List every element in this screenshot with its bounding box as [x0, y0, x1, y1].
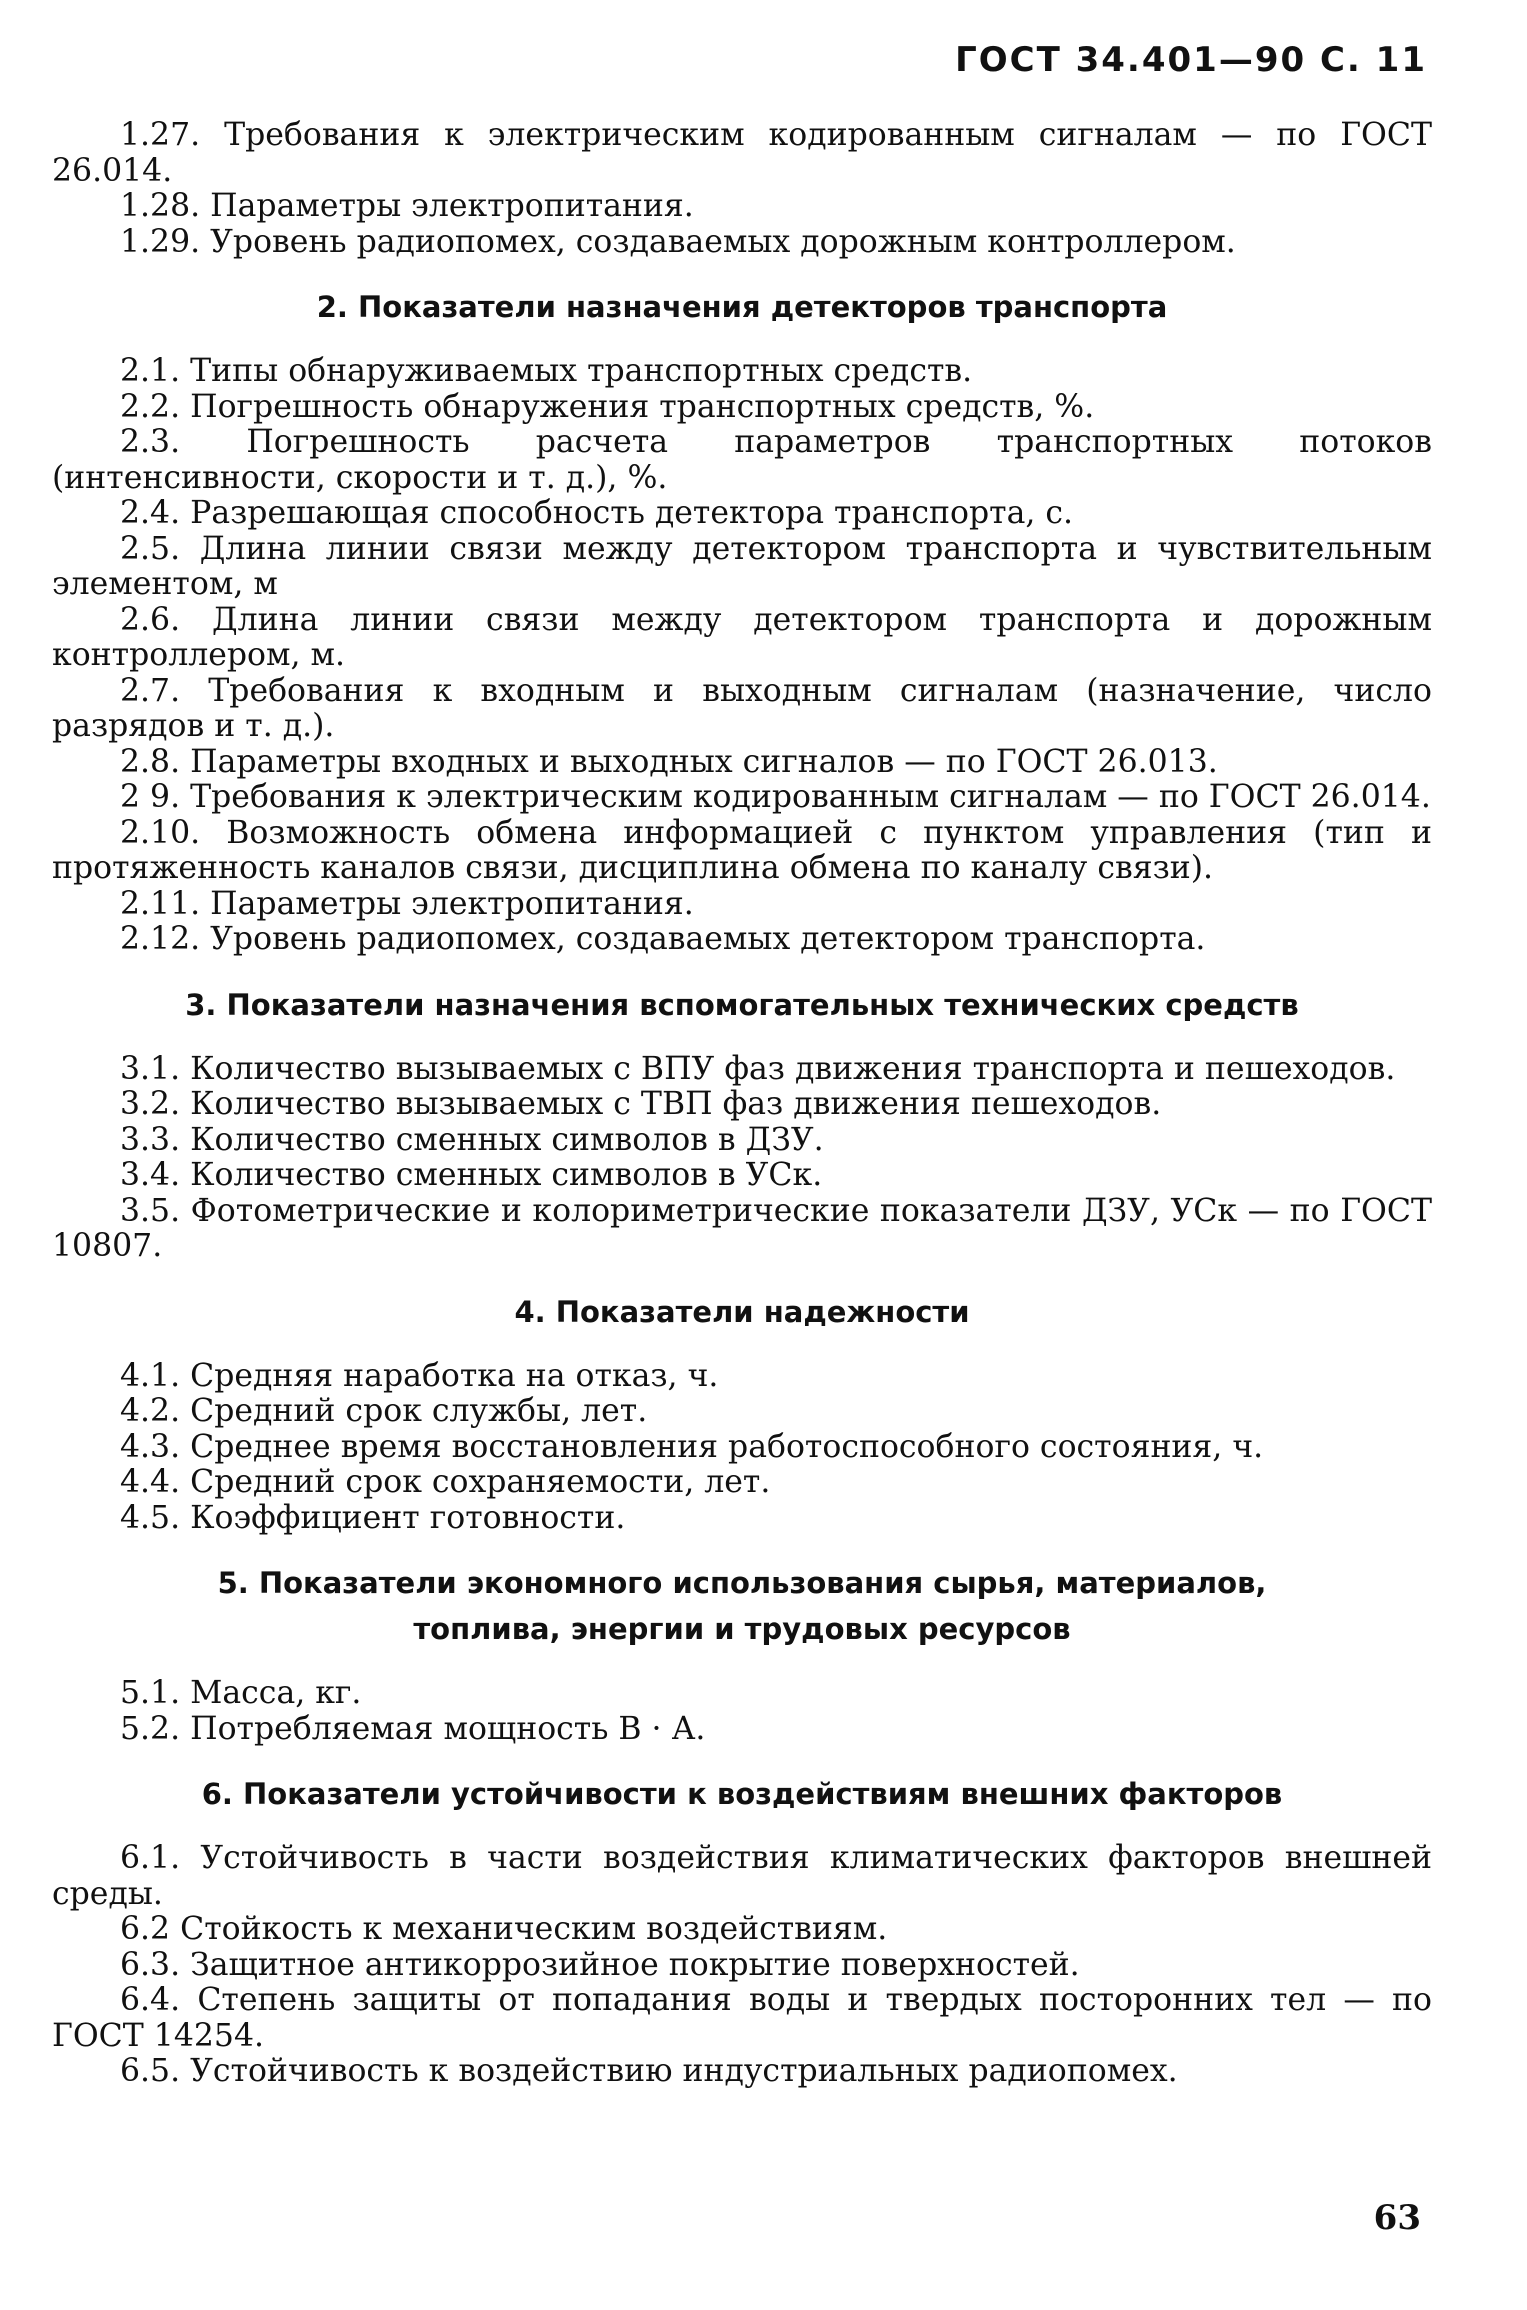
- list-item: 4.5. Коэффициент готовности.: [120, 1499, 626, 1536]
- section-heading: 3. Показатели назначения вспомогательных технических средств: [185, 987, 1299, 1022]
- list-item: 4.1. Средняя наработка на отказ, ч.: [120, 1357, 719, 1394]
- list-item: 2.12. Уровень радиопомех, создаваемых детектором транспорта.: [120, 921, 1206, 957]
- list-item: 3.3. Количество сменных символов в ДЗУ.: [120, 1121, 824, 1158]
- list-item: 2.3. Погрешность расчета параметров транспортных потоков (интенсивности, скорости и т. д.), %.: [52, 424, 1432, 496]
- list-item: 4.2. Средний срок службы, лет.: [120, 1393, 648, 1429]
- list-item: 6.1. Устойчивость в части воздействия климатических факторов внешней среды.: [52, 1840, 1432, 1912]
- list-item: 3.4. Количество сменных символов в УСк.: [120, 1157, 823, 1193]
- list-item: 6.2 Стойкость к механическим воздействиям.: [120, 1911, 888, 1947]
- section-heading: 2. Показатели назначения детекторов транспорта: [316, 290, 1168, 324]
- list-item: 5.1. Масса, кг.: [120, 1675, 362, 1711]
- section-2: [52, 284, 1432, 958]
- list-item: 2.1. Типы обнаруживаемых транспортных средств.: [120, 353, 973, 389]
- section-heading: 4. Показатели надежности: [514, 1294, 970, 1329]
- section-3: [52, 982, 1432, 1265]
- list-item: 5.2. Потребляемая мощность В · А.: [120, 1710, 706, 1747]
- list-item: 2.2. Погрешность обнаружения транспортных средств, %.: [120, 388, 1095, 425]
- list-item: 2.10. Возможность обмена информацией с пунктом управления (тип и протяженность каналов связи, дисциплина обмена по каналу связи).: [52, 814, 1432, 886]
- list-item: 2.5. Длина линии связи между детектором транспорта и чувствительным элементом, м: [52, 530, 1432, 602]
- list-item: 6.5. Устойчивость к воздействию индустриальных радиопомех.: [120, 2053, 1178, 2089]
- section-heading: 5. Показатели экономного использования сырья, материалов, топлива, энергии и трудовых ресурсов: [217, 1566, 1267, 1646]
- list-item: 2.7. Требования к входным и выходным сигналам (назначение, число разрядов и т. д.).: [52, 672, 1432, 744]
- list-item: 2.6. Длина линии связи между детектором транспорта и дорожным контроллером, м.: [52, 601, 1432, 673]
- list-item: 1.28. Параметры электропитания.: [120, 188, 694, 224]
- list-item: 3.5. Фотометрические и колориметрические показатели ДЗУ, УСк — по ГОСТ 10807.: [52, 1192, 1432, 1264]
- list-item: 1.29. Уровень радиопомех, создаваемых дорожным контроллером.: [120, 223, 1236, 260]
- list-item: 3.1. Количество вызываемых с ВПУ фаз движения транспорта и пешеходов.: [120, 1050, 1396, 1087]
- section-1-continuation: [52, 118, 1432, 260]
- page-number: 63: [1373, 2198, 1421, 2238]
- list-item: 2 9. Требования к электрическим кодированным сигналам — по ГОСТ 26.014.: [120, 779, 1431, 815]
- list-item: 2.8. Параметры входных и выходных сигналов — по ГОСТ 26.013.: [120, 743, 1218, 780]
- document-body: [52, 118, 1432, 2090]
- section-heading: 6. Показатели устойчивости к воздействиям внешних факторов: [201, 1777, 1283, 1811]
- list-item: 4.4. Средний срок сохраняемости, лет.: [120, 1464, 771, 1500]
- section-6: [52, 1771, 1432, 2090]
- section-5: [52, 1560, 1432, 1747]
- running-header: ГОСТ 34.401—90 С. 11: [955, 40, 1427, 80]
- list-item: 1.27. Требования к электрическим кодированным сигналам — по ГОСТ 26.014.: [52, 117, 1432, 189]
- section-4: [52, 1289, 1432, 1537]
- list-item: 2.4. Разрешающая способность детектора транспорта, с.: [120, 495, 1074, 531]
- list-item: 2.11. Параметры электропитания.: [120, 885, 694, 922]
- list-item: 3.2. Количество вызываемых с ТВП фаз движения пешеходов.: [120, 1086, 1162, 1122]
- list-item: 6.3. Защитное антикоррозийное покрытие поверхностей.: [120, 1946, 1080, 1983]
- list-item: 6.4. Степень защиты от попадания воды и твердых посторонних тел — по ГОСТ 14254.: [52, 1982, 1432, 2054]
- list-item: 4.3. Среднее время восстановления работоспособного состояния, ч.: [120, 1428, 1264, 1465]
